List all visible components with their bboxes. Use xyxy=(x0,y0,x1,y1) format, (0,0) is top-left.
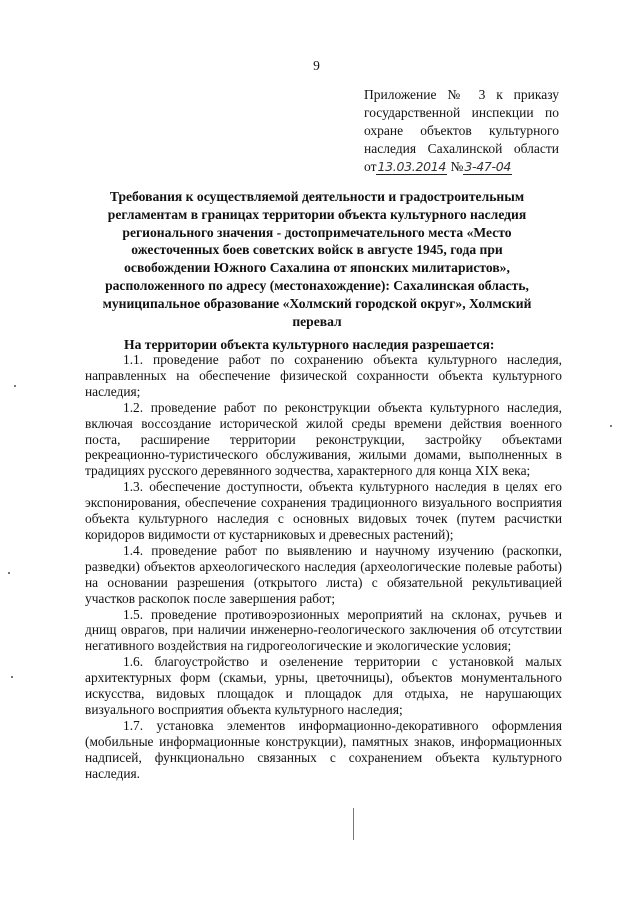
date-prefix: от xyxy=(364,159,377,174)
paragraph-1-4: 1.4. проведение работ по выявлению и научному изучению (раскопки, разведки) объектов археологического наследия (археологические полевые работы) на основании разрешения (открытого листа) с обязательной рекультивацией участков раскопок после завершения работ; xyxy=(85,542,562,606)
document-body xyxy=(85,352,562,781)
paragraph-1-2: 1.2. проведение работ по реконструкции объекта культурного наследия, включая воссоздание исторической жилой среды времени действия военного поста, расширение территории реконструкции, застройку объектами рекреационно-туристического обслуживания, жилыми домами, выполненных в традициях русского деревянного зодчества, характерного для конца XIX века; xyxy=(85,399,562,479)
handwritten-date: 13.03.2014 xyxy=(377,159,447,174)
scan-speck xyxy=(14,385,16,387)
paragraph-1-7: 1.7. установка элементов информационно-декоративного оформления (мобильные информационные конструкции), памятных знаков, информационных надписей, функционально связанных с сохранением объекта культурного наследия. xyxy=(85,717,562,781)
appendix-date-line xyxy=(364,158,559,176)
page-number: 9 xyxy=(313,58,320,73)
section-heading: На территории объекта культурного наследия разрешается: xyxy=(124,337,495,352)
scan-speck xyxy=(610,425,612,427)
appendix-line: государственной инспекции по xyxy=(364,105,559,120)
number-prefix: № xyxy=(450,159,464,174)
scan-speck xyxy=(11,676,13,678)
paragraph-1-6: 1.6. благоустройство и озеленение территории с установкой малых архитектурных форм (скамьи, урны, цветочницы), объектов монументального искусства, видовых площадок и площадок для отдыха, не нарушающих визуального восприятия объекта культурного наследия; xyxy=(85,654,562,717)
appendix-header xyxy=(364,86,559,176)
scan-line xyxy=(353,808,354,840)
paragraph-1-5: 1.5. проведение противоэрозионных мероприятий на склонах, ручьев и днищ оврагов, при наличии инженерно-геологического заключения об отсутствии негативного воздействия на гидрогеологические и экологические условия; xyxy=(85,606,562,654)
handwritten-number: 3-47-04 xyxy=(464,159,512,174)
scan-speck xyxy=(8,572,10,574)
paragraph-1-1: 1.1. проведение работ по сохранению объекта культурного наследия, направленных на обеспечение физической сохранности объекта культурного наследия; xyxy=(85,352,562,399)
paragraph-1-3: 1.3. обеспечение доступности, объекта культурного наследия в целях его экспонирования, обеспечение сохранения традиционного визуального восприятия объекта культурного наследия с основных видовых точек (путем расчистки коридоров видимости от кустарниковых и древесных растений); xyxy=(85,479,562,542)
appendix-line: Приложение № 3 к приказу xyxy=(364,87,559,102)
appendix-line: охране объектов культурного xyxy=(364,123,559,138)
appendix-line: наследия Сахалинской области xyxy=(364,141,559,156)
document-title: Требования к осуществляемой деятельности и градостроительным регламентам в границах территории объекта культурного наследия регионального значения - достопримечательного места «Место ожесточенных боев советских войск в августе 1945, года при освобождении Южного Сахалина от японских милитаристов», расположенного по адресу (местонахождение): Сахалинская область, муниципальное образование «Холмский городской округ», Холмский перевал xyxy=(102,189,532,329)
